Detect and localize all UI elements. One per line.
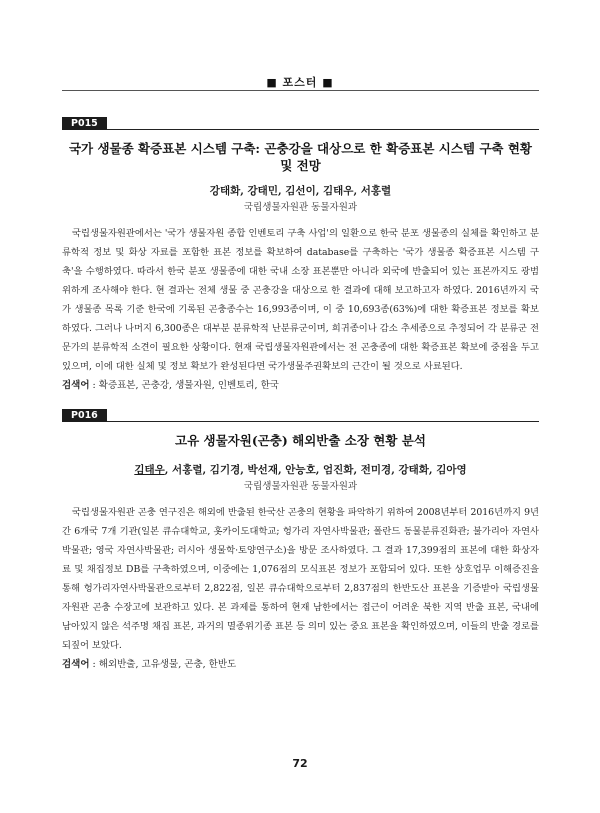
poster-keywords <box>62 655 539 674</box>
page-number: 72 <box>292 757 308 770</box>
poster-title: 고유 생물자원(곤충) 해외반출 소장 현황 분석 <box>175 433 426 448</box>
poster-code-bar <box>62 409 539 422</box>
keywords-list: : 확증표본, 곤충강, 생물자원, 인벤토리, 한국 <box>89 380 279 391</box>
poster-keywords <box>62 376 539 395</box>
poster-code-label: P015 <box>62 117 107 130</box>
poster-code-label: P016 <box>62 409 107 422</box>
poster-abstract: 국립생물자원관에서는 '국가 생물자원 종합 인벤토리 구축 사업'의 일환으로 한국 분포 생물종의 실체를 확인하고 분류학적 정보 및 화상 자료를 포함한 표본 정보를 확보하여 database를 구축하는 '국가 생물종 확증표본 시스템 구축'을 수행하였다. 따라서 한국 분포 생물종에 대한 국내 소장 표본뿐만 아니라 외국에 반출되어 있는 표본까지도 광범위하게 조사해야 한다. 현 결과는 전체 생물 중 곤충강을 대상으로 한 결과에 대해 보고하고자 하였다. 2016년까지 국가 생물종 목록 기준 한국에 기록된 곤충종수는 16,993종이며, 이 중 10,693종(63%)에 대한 확증표본 정보를 확보하였다. 그러나 나머지 6,300종은 대부분 분류학적 난분류군이며, 희귀종이나 감소 추세종으로 추정되어 각 분류군 전문가의 분류학적 소견이 필요한 상황이다. 현재 국립생물자원관에서는 전 곤충종에 대한 확증표본 확보에 중점을 두고 있으며, 이에 대한 실체 및 정보 확보가 완성된다면 국가생물주권확보의 근간이 될 것으로 사료된다. <box>62 228 539 372</box>
poster-authors <box>62 184 539 198</box>
poster-title: 국가 생물종 확증표본 시스템 구축: 곤충강을 대상으로 한 확증표본 시스템 구축 현황 및 전망 <box>68 141 533 173</box>
poster-affiliation: 국립생물자원관 동물자원과 <box>243 202 358 213</box>
keywords-label: 검색어 <box>62 659 90 670</box>
poster-abstract: 국립생물자원관 곤충 연구진은 해외에 반출된 한국산 곤충의 현황을 파악하기 위하여 2008년부터 2016년까지 9년간 6개국 7개 기관(일본 큐슈대학교, 홋카이도대학교; 헝가리 자연사박물관; 폴란드 동물분류진화관; 불가리아 자연사박물관; 영국 자연사박물관; 러시아 생물학·토양연구소)을 방문 조사하였다. 그 결과 17,399점의 표본에 대한 화상자료 및 채집정보 DB를 구축하였으며, 이중에는 1,076점의 모식표본 정보가 포함되어 있다. 또한 상호업무 이해증진을 통해 헝가리자연사박물관으로부터 2,822점, 일본 큐슈대학으로부터 2,837점의 한반도산 표본을 기증받아 국립생물자원관 곤충 수장고에 보관하고 있다. 본 과제를 통하여 현재 남한에서는 접근이 어려운 북한 지역 반출 표본, 국내에 남아있지 않은 석주명 채집 표본, 과거의 멸종위기종 표본 등 의미 있는 중요 표본을 확인하였으며, 이들의 반출 경로를 되짚어 보았다. <box>62 507 539 651</box>
co-authors: , 서홍렬, 김기경, 박선재, 안능호, 엄진화, 전미경, 강태화, 김아영 <box>164 464 467 476</box>
poster-section-p016 <box>62 409 539 674</box>
first-author: 김태우 <box>134 464 165 476</box>
co-authors: 강태화, 강태민, 김선이, 김태우, 서홍렬 <box>209 185 392 197</box>
poster-section-p015 <box>62 117 539 395</box>
keywords-label: 검색어 <box>62 380 90 391</box>
keywords-list: : 해외반출, 고유생물, 곤충, 한반도 <box>89 659 237 670</box>
header-rule <box>62 90 539 91</box>
running-header: ■ 포스터 ■ <box>266 76 334 89</box>
poster-code-bar <box>62 117 539 130</box>
poster-authors <box>62 463 539 477</box>
poster-affiliation: 국립생물자원관 동물자원과 <box>243 481 358 492</box>
